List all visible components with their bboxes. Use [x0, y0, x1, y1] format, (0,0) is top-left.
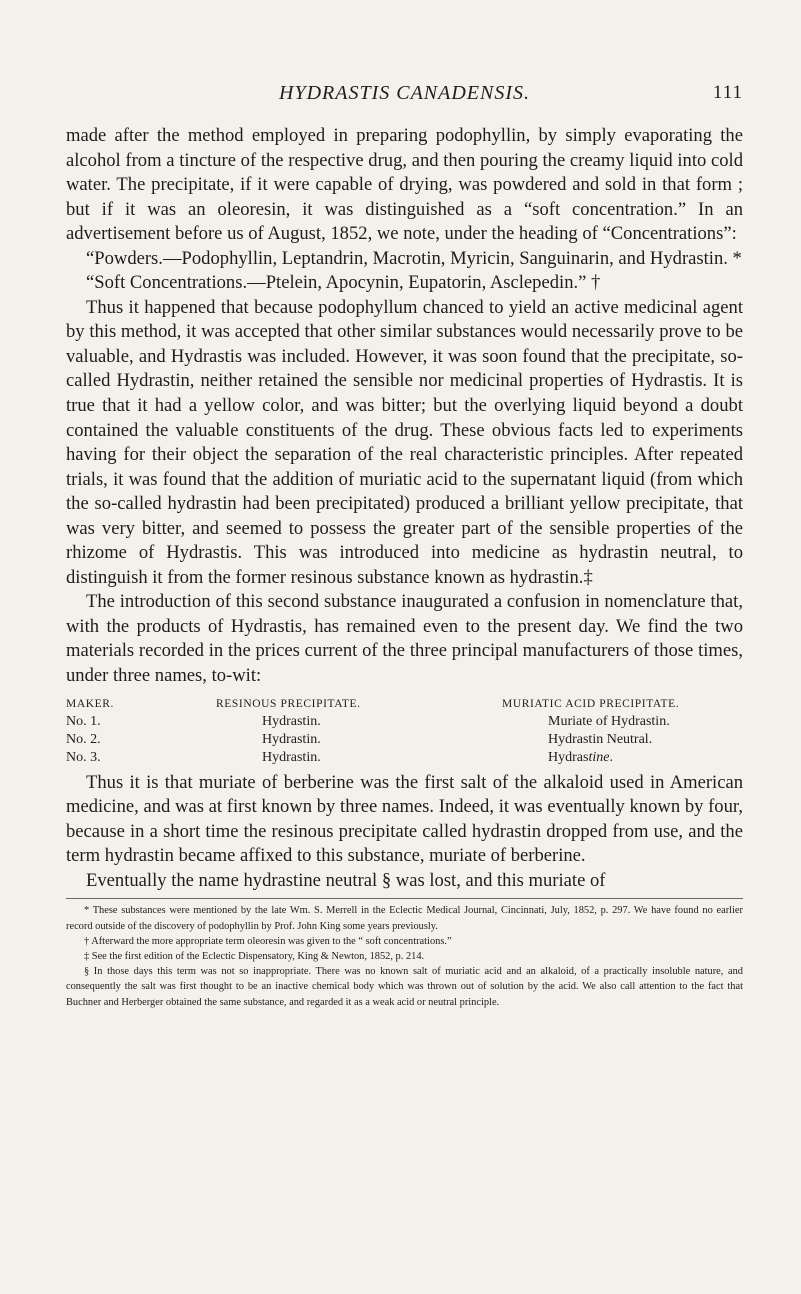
table-cell-text: Hydras — [548, 749, 589, 765]
paragraph: Thus it happened that because podophyllum chanced to yield an active medicinal agent by this method, it was accepted that other similar substances would necessarily prove to be valuable, and Hydrastis was included. However, it was soon found that the precipitate, so-called Hydrastin, neither retained the sensible nor medicinal properties of Hydrastis. It is true that it had a yellow color, and was bitter; but the overlying liquid beyond a doubt contained the valuable constituents of the drug. These obvious facts led to experiments having for their object the separation of the real characteristic principles. After repeated trials, it was found that the addition of muriatic acid to the supernatant liquid (from which the so-called hydrastin had been precipitated) produced a brilliant yellow precipitate, that was very bitter, and seemed to possess the greater part of the sensible properties of the rhizome of Hydrastis. This was introduced into medicine as hydrastin neutral, to distinguish it from the former resinous substance known as hydrastin.‡ — [66, 296, 743, 588]
column-header-resinous: RESINOUS PRECIPITATE. — [216, 697, 361, 710]
table-cell-period: . — [609, 749, 613, 765]
running-head-title: HYDRASTIS CANADENSIS. — [279, 82, 530, 104]
footnote: † Afterward the more appropriate term oleoresin was given to the “ soft concentrations.” — [84, 935, 452, 947]
manufacturers-table — [66, 695, 736, 767]
quoted-soft-concentrations: “Soft Concentrations.—Ptelein, Apocynin, Eupatorin, Asclepedin.” † — [86, 272, 601, 294]
book-page — [66, 80, 743, 1010]
paragraph: Thus it is that muriate of berberine was the first salt of the alkaloid used in American medicine, and was at first known by three names. Indeed, it was eventually known by four, because in a short time the resinous precipitate called hydrastin dropped from use, and the term hydrastin became affixed to this substance, muriate of berberine. — [66, 771, 743, 867]
footnote-divider — [66, 898, 743, 899]
footnote: § In those days this term was not so inappropriate. There was no known salt of muriatic acid and an alkaloid, of a practically insoluble nature, and consequently the salt was first thought to be an inactive chemical body which was thrown out of solution by the acid. We also call attention to the fact that Buchner and Herberger obtained the same substance, and regarded it as a weak acid or neutral principle. — [66, 966, 743, 1008]
table-cell: Hydrastin. — [262, 731, 321, 747]
table-cell: Muriate of Hydrastin. — [548, 713, 670, 729]
italic-suffix: tine — [588, 749, 610, 765]
paragraph: The introduction of this second substance inaugurated a confusion in nomenclature that, with the products of Hydrastis, has remained even to the present day. We find the two materials recorded in the prices current of the three principal manufacturers of those times, under three names, to-wit: — [66, 591, 743, 687]
footnotes — [66, 903, 743, 1009]
footnote: ‡ See the first edition of the Eclectic Dispensatory, King & Newton, 1852, p. 214. — [84, 950, 425, 962]
quoted-powders: “Powders.—Podophyllin, Leptandrin, Macrotin, Myricin, Sanguinarin, and Hydrastin. * — [86, 247, 742, 269]
paragraph: made after the method employed in preparing podophyllin, by simply evaporating the alcohol from a tincture of the respective drug, and then pouring the creamy liquid into cold water. The precipitate, if it were capable of drying, was powdered and sold in that form ; but if it was an oleoresin, it was distinguished as a “soft concentration.” In an advertisement before us of August, 1852, we note, under the heading of “Concentrations”: — [66, 125, 743, 245]
body-text — [66, 124, 743, 893]
table-header-row — [66, 695, 736, 713]
table-row — [66, 713, 736, 731]
table-cell: Hydrastin. — [262, 749, 321, 765]
table-row — [66, 731, 736, 749]
running-head — [66, 80, 743, 110]
paragraph: Eventually the name hydrastine neutral § was lost, and this muriate of — [86, 869, 606, 891]
table-row — [66, 749, 736, 767]
table-cell: Hydrastin. — [262, 713, 321, 729]
table-cell: No. 1. — [66, 713, 101, 729]
page-number: 111 — [712, 82, 743, 103]
footnote: * These substances were mentioned by the late Wm. S. Merrell in the Eclectic Medical Journal, Cincinnati, July, 1852, p. 297. We have found no earlier record outside of the discovery of podophyllin by Prof. John King some years previously. — [66, 905, 743, 932]
column-header-muriatic: MURIATIC ACID PRECIPITATE. — [502, 697, 680, 710]
table-cell: Hydrastin Neutral. — [548, 731, 653, 747]
table-cell: No. 3. — [66, 749, 101, 765]
table-cell: No. 2. — [66, 731, 101, 747]
column-header-maker: MAKER. — [66, 697, 115, 710]
table-cell — [502, 749, 736, 767]
